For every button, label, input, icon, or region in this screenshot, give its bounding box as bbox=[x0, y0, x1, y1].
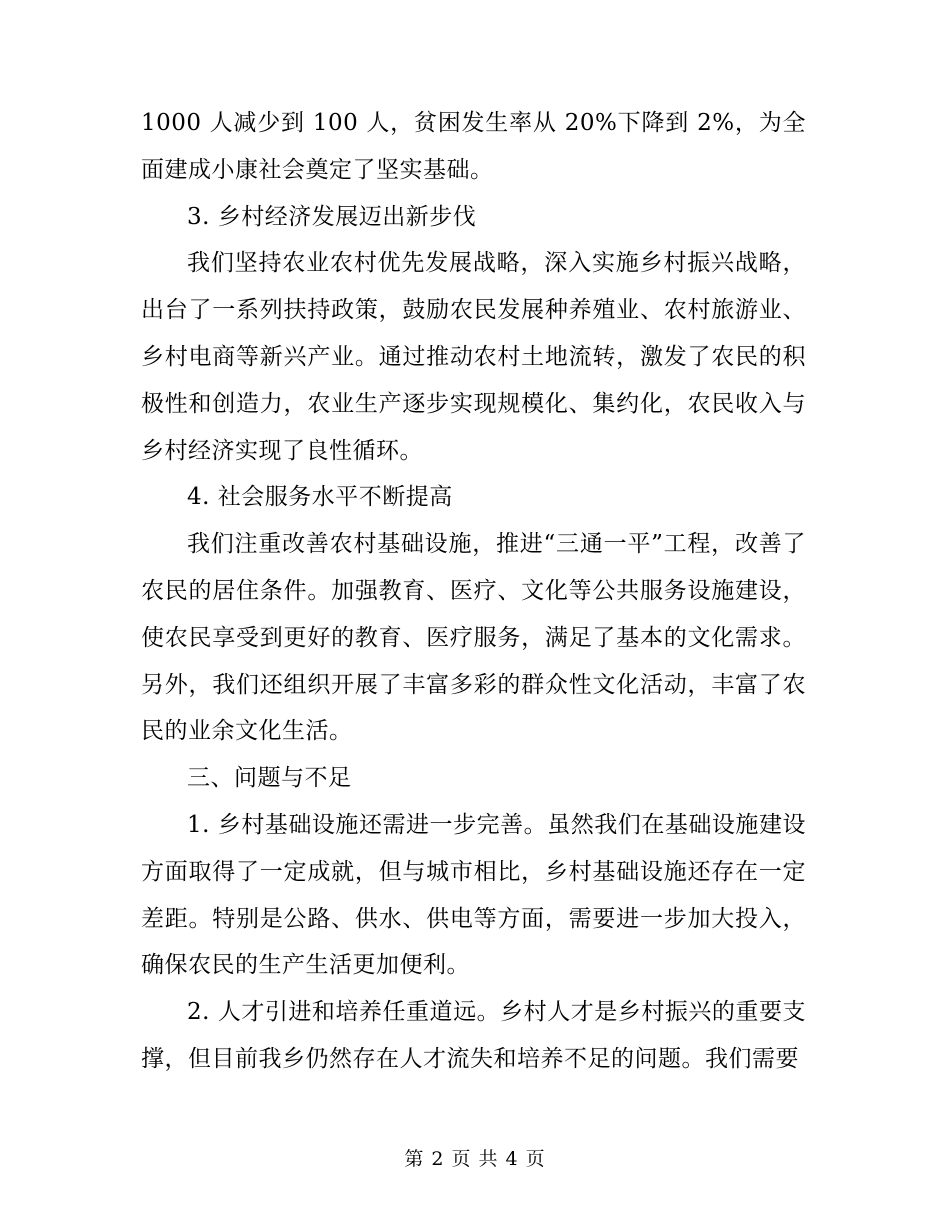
subheading-social-services: 4. 社会服务水平不断提高 bbox=[187, 484, 453, 511]
paragraph-rural-economy: 我们坚持农业农村优先发展战略，深入实施乡村振兴战略，出台了一系列扶持政策，鼓励农民发展种养殖业、农村旅游业、乡村电商等新兴产业。通过推动农村土地流转，激发了农民的积极性和创造力，农业生产逐步实现规模化、集约化，农民收入与乡村经济实现了良性循环。 bbox=[141, 250, 806, 464]
paragraph-talent: 2. 人才引进和培养任重道远。乡村人才是乡村振兴的重要支撑，但目前我乡仍然存在人才流失和培养不足的问题。我们需要 bbox=[141, 999, 806, 1072]
document-body bbox=[141, 100, 806, 1083]
paragraph-social-services: 我们注重改善农村基础设施，推进“三通一平”工程，改善了农民的居住条件。加强教育、医疗、文化等公共服务设施建设，使农民享受到更好的教育、医疗服务，满足了基本的文化需求。另外，我们还组织开展了丰富多彩的群众性文化活动，丰富了农民的业余文化生活。 bbox=[141, 531, 806, 745]
paragraph-continuation: 1000 人减少到 100 人，贫困发生率从 20%下降到 2%，为全面建成小康社会奠定了坚实基础。 bbox=[141, 110, 806, 183]
paragraph-infrastructure: 1. 乡村基础设施还需进一步完善。虽然我们在基础设施建设方面取得了一定成就，但与城市相比，乡村基础设施还存在一定差距。特别是公路、供水、供电等方面，需要进一步加大投入，确保农民的生产生活更加便利。 bbox=[141, 811, 806, 979]
section-heading-problems: 三、问题与不足 bbox=[187, 765, 352, 792]
page-footer: 第 2 页 共 4 页 bbox=[404, 1148, 546, 1170]
subheading-rural-economy: 3. 乡村经济发展迈出新步伐 bbox=[187, 203, 477, 230]
